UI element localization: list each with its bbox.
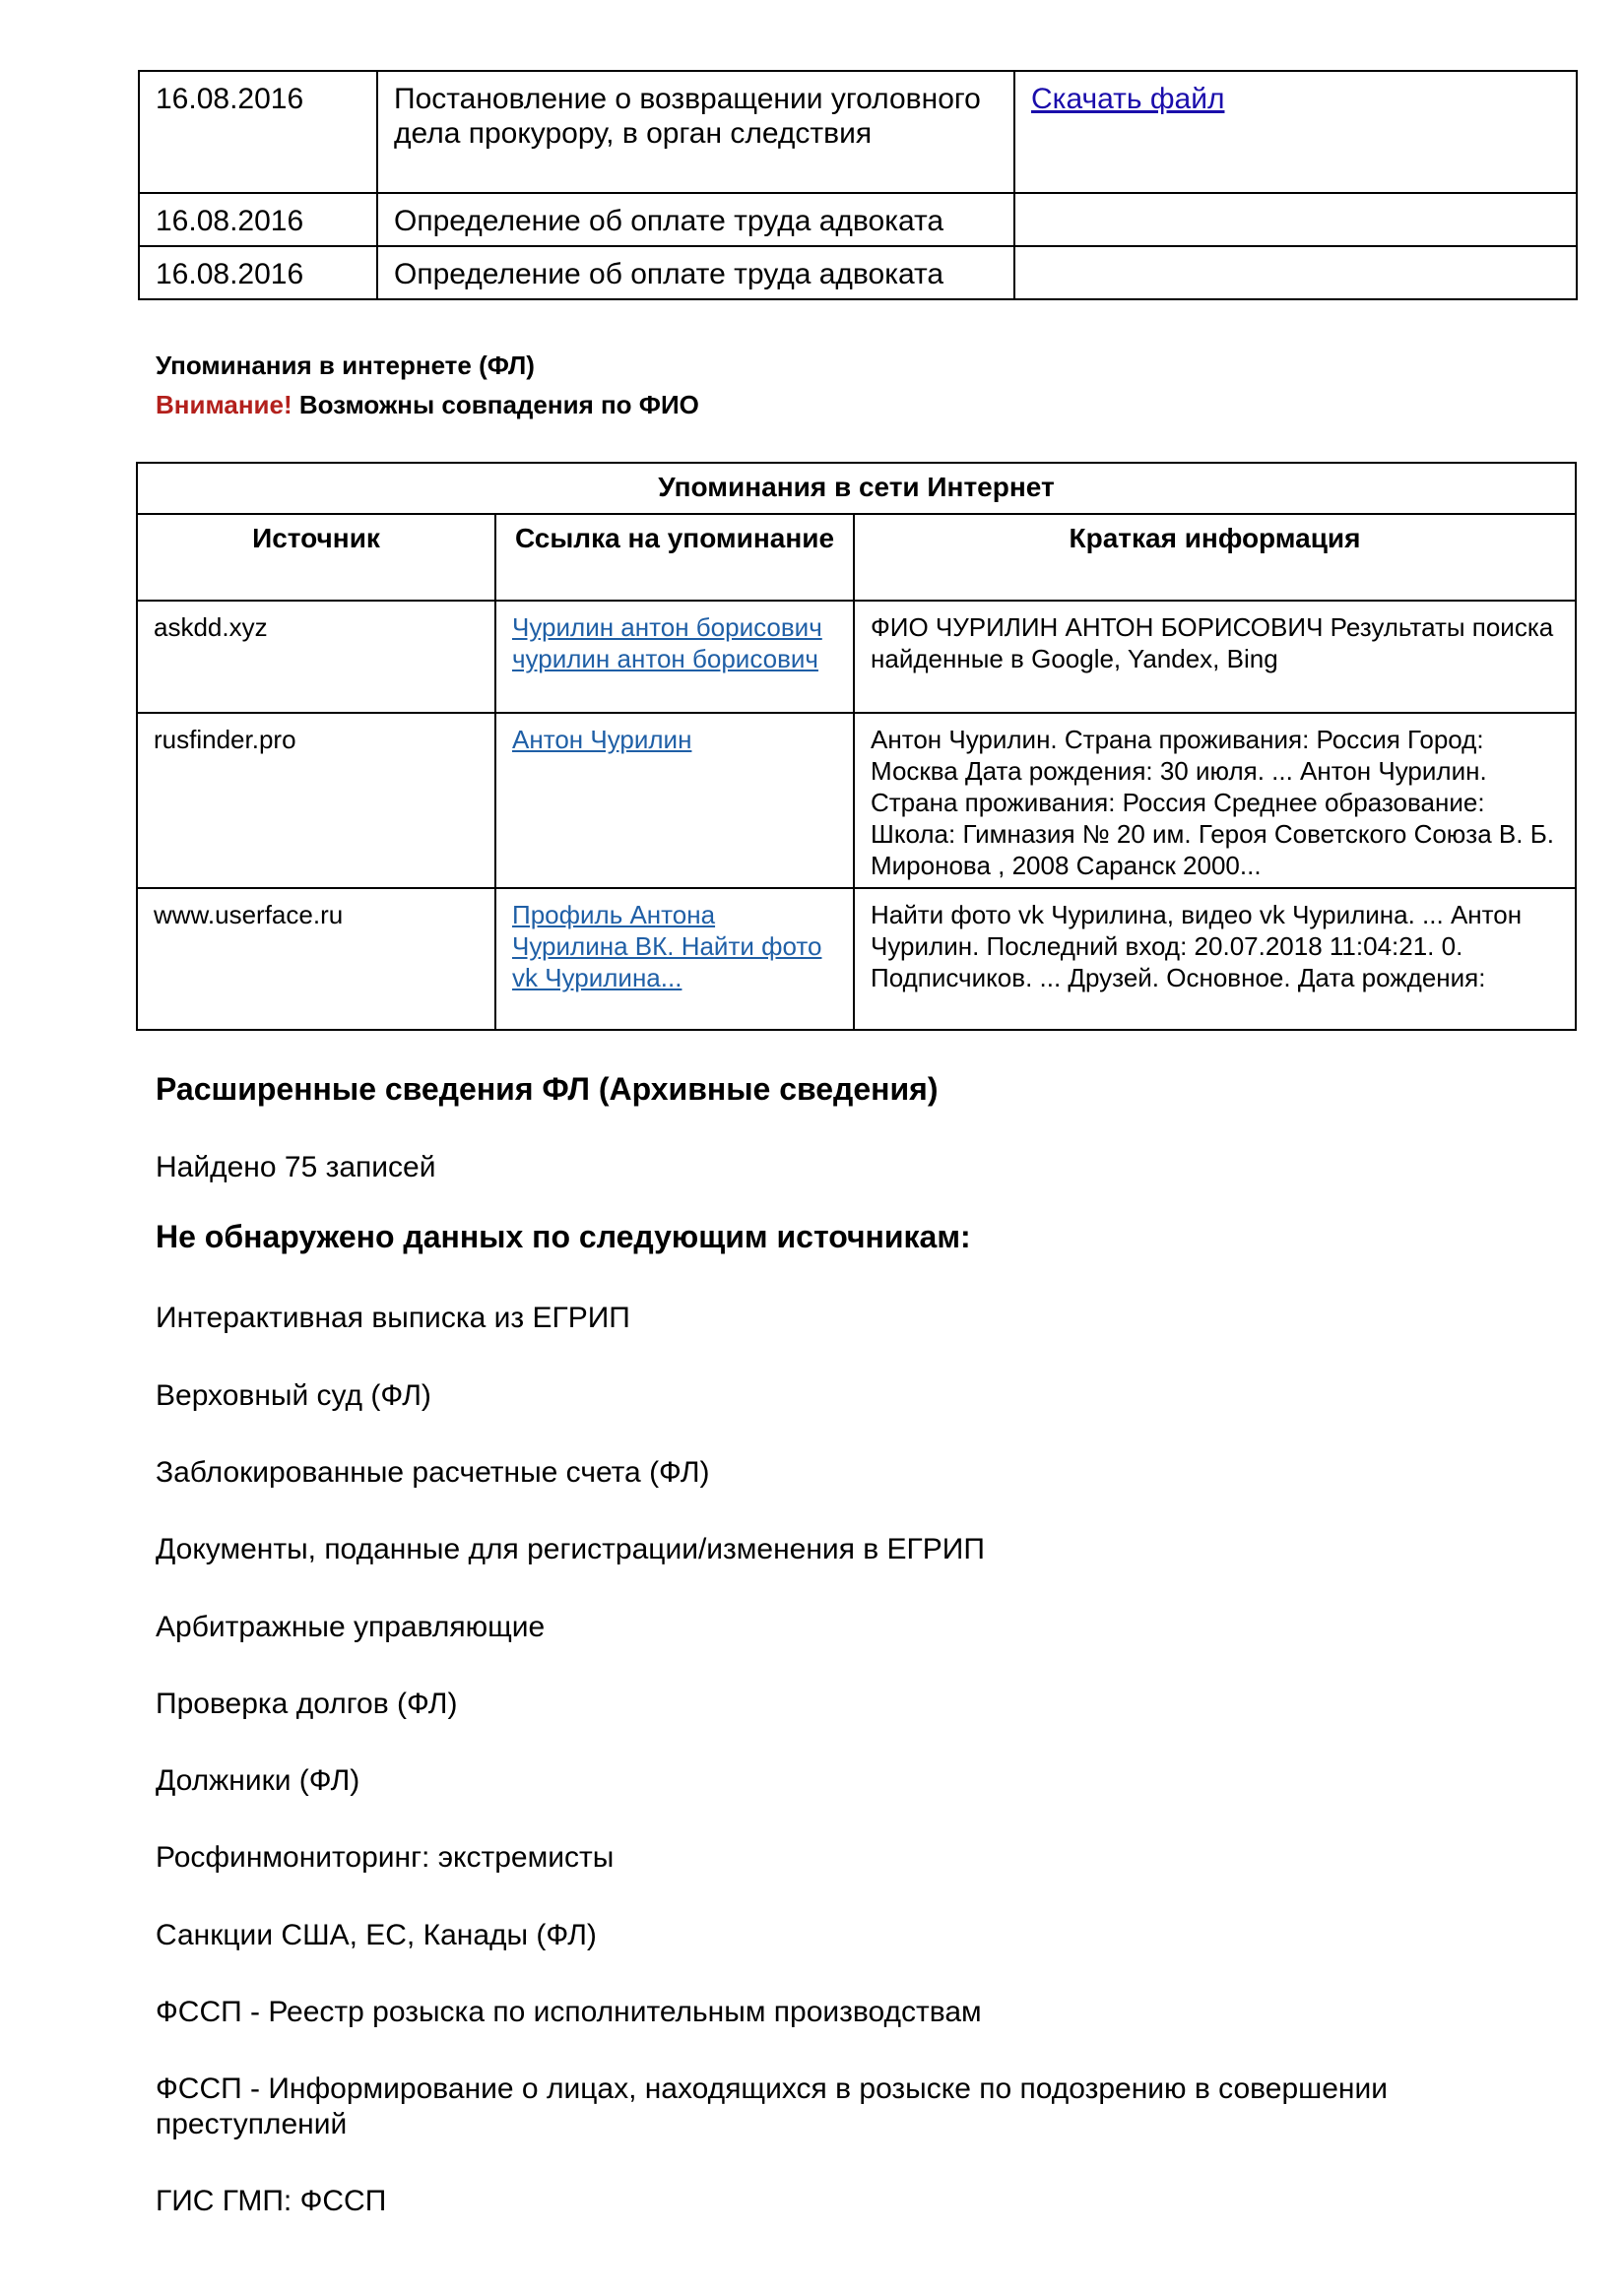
table-header-row bbox=[137, 514, 1576, 601]
mention-info: ФИО ЧУРИЛИН АНТОН БОРИСОВИЧ Результаты поиска найденные в Google, Yandex, Bing bbox=[854, 601, 1576, 713]
mention-info: Антон Чурилин. Страна проживания: Россия Город: Москва Дата рождения: 30 июля. ... Антон Чурилин. Страна проживания: Россия Среднее образование: Школа: Гимназия № 20 им. Героя Советского Союза В. Б. Миронова , 2008 Саранск 2000... bbox=[854, 713, 1576, 888]
doc-link-cell bbox=[1014, 193, 1577, 246]
court-documents-table bbox=[138, 70, 1578, 300]
list-item: Арбитражные управляющие bbox=[156, 1611, 546, 1643]
list-item: Должники (ФЛ) bbox=[156, 1764, 360, 1797]
doc-title: Постановление о возвращении уголовного дела прокурору, в орган следствия bbox=[377, 71, 1014, 193]
doc-title: Определение об оплате труда адвоката bbox=[377, 193, 1014, 246]
mention-link[interactable]: Антон Чурилин bbox=[512, 725, 692, 754]
warning-text: Возможны совпадения по ФИО bbox=[292, 390, 699, 419]
doc-link-cell bbox=[1014, 246, 1577, 299]
table-title-row bbox=[137, 463, 1576, 514]
mention-source: rusfinder.pro bbox=[137, 713, 495, 888]
table-row bbox=[139, 193, 1577, 246]
list-item: ФССП - Информирование о лицах, находящихся в розыске по подозрению в совершении преступлений bbox=[156, 2073, 1388, 2140]
download-file-link[interactable]: Скачать файл bbox=[1031, 83, 1225, 115]
column-header-source: Источник bbox=[137, 514, 495, 601]
mention-source: askdd.xyz bbox=[137, 601, 495, 713]
list-item: Санкции США, ЕС, Канады (ФЛ) bbox=[156, 1919, 597, 1951]
column-header-link: Ссылка на упоминание bbox=[495, 514, 854, 601]
list-item: Интерактивная выписка из ЕГРИП bbox=[156, 1302, 630, 1334]
list-item: ФССП - Реестр розыска по исполнительным производствам bbox=[156, 1996, 982, 2028]
list-item: Документы, поданные для регистрации/изменения в ЕГРИП bbox=[156, 1533, 985, 1565]
table-row bbox=[137, 601, 1576, 713]
table-row bbox=[139, 71, 1577, 193]
table-title: Упоминания в сети Интернет bbox=[137, 463, 1576, 514]
table-row bbox=[139, 246, 1577, 299]
doc-title: Определение об оплате труда адвоката bbox=[377, 246, 1014, 299]
mention-link-cell bbox=[495, 888, 854, 1030]
list-item: Проверка долгов (ФЛ) bbox=[156, 1688, 458, 1720]
mention-info: Найти фото vk Чурилина, видео vk Чурилина. ... Антон Чурилин. Последний вход: 20.07.2018 11:04:21. 0. Подписчиков. ... Друзей. Основное. Дата рождения: bbox=[854, 888, 1576, 1030]
mention-link[interactable]: Чурилин антон борисович чурилин антон борисович bbox=[512, 612, 822, 673]
found-records-count: Найдено 75 записей bbox=[156, 1151, 436, 1183]
doc-date: 16.08.2016 bbox=[139, 246, 377, 299]
list-item: Заблокированные расчетные счета (ФЛ) bbox=[156, 1456, 710, 1489]
list-item: Росфинмониторинг: экстремисты bbox=[156, 1841, 615, 1874]
mention-link-cell bbox=[495, 601, 854, 713]
internet-mentions-table bbox=[136, 462, 1577, 1031]
no-data-heading: Не обнаружено данных по следующим источникам: bbox=[156, 1219, 971, 1254]
doc-link-cell bbox=[1014, 71, 1577, 193]
fio-warning bbox=[156, 390, 699, 420]
mention-source: www.userface.ru bbox=[137, 888, 495, 1030]
column-header-info: Краткая информация bbox=[854, 514, 1576, 601]
warning-label: Внимание! bbox=[156, 390, 292, 419]
table-row bbox=[137, 888, 1576, 1030]
table-row bbox=[137, 713, 1576, 888]
mention-link-cell bbox=[495, 713, 854, 888]
internet-mentions-heading: Упоминания в интернете (ФЛ) bbox=[156, 351, 535, 380]
doc-date: 16.08.2016 bbox=[139, 71, 377, 193]
mention-link[interactable]: Профиль Антона Чурилина ВК. Найти фото vk Чурилина... bbox=[512, 900, 822, 992]
archive-heading: Расширенные сведения ФЛ (Архивные сведения) bbox=[156, 1071, 939, 1107]
doc-date: 16.08.2016 bbox=[139, 193, 377, 246]
list-item: Верховный суд (ФЛ) bbox=[156, 1379, 431, 1412]
list-item: ГИС ГМП: ФССП bbox=[156, 2185, 387, 2217]
